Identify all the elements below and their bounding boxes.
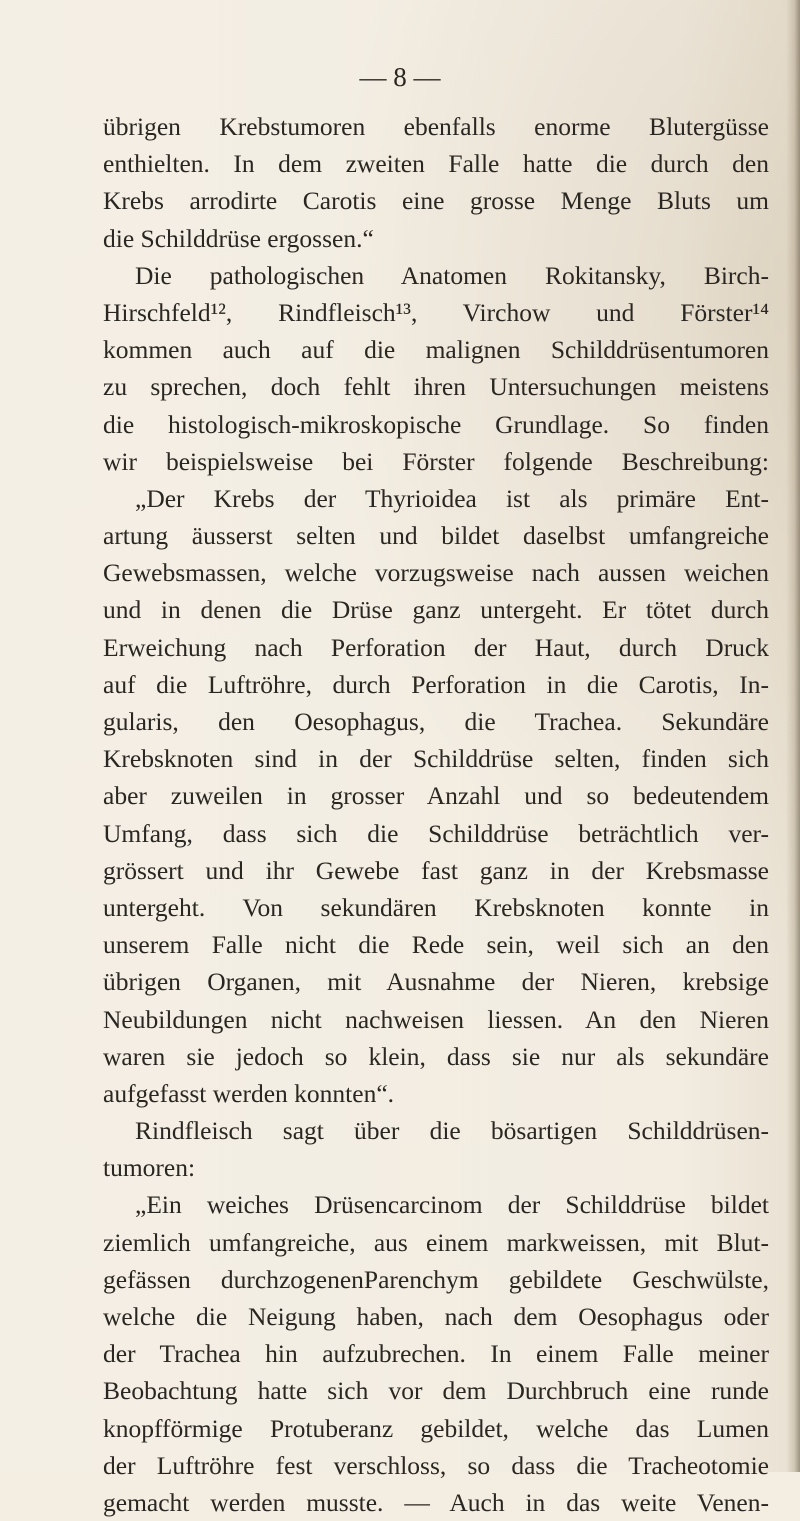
text-line: gefässen durchzogenenParenchym gebildete Geschwülste, xyxy=(103,1264,769,1294)
text-line: Krebs arrodirte Carotis eine grosse Menge Bluts um xyxy=(103,186,769,216)
page-number: — 8 — xyxy=(359,62,441,92)
text-line: waren sie jedoch so klein, dass sie nur als sekundäre xyxy=(103,1041,769,1071)
text-line: gularis, den Oesophagus, die Trachea. Sekundäre xyxy=(103,707,769,736)
text-line: übrigen Krebstumoren ebenfalls enorme Blutergüsse xyxy=(103,112,769,141)
text-line: auf die Luftröhre, durch Perforation in die Carotis, In- xyxy=(103,669,769,699)
text-line: aufgefasst werden konnten“. xyxy=(103,1078,395,1108)
text-line: der Trachea hin aufzubrechen. In einem Falle meiner xyxy=(103,1339,769,1369)
text-line: ziemlich umfangreiche, aus einem markweissen, mit Blut- xyxy=(103,1227,769,1257)
text-line: Krebsknoten sind in der Schilddrüse selten, finden sich xyxy=(103,744,769,774)
text-line: aber zuweilen in grosser Anzahl und so bedeutendem xyxy=(103,781,769,811)
text-line: Umfang, dass sich die Schilddrüse beträchtlich ver- xyxy=(103,818,769,848)
text-line: welche die Neigung haben, nach dem Oesophagus oder xyxy=(103,1302,769,1331)
text-line: artung äusserst selten und bildet daselbst umfangreiche xyxy=(103,521,769,551)
text-line: Gewebsmassen, welche vorzugsweise nach aussen weichen xyxy=(103,558,769,588)
text-line: „Der Krebs der Thyrioidea ist als primäre Ent- xyxy=(135,483,769,513)
text-line: Erweichung nach Perforation der Haut, durch Druck xyxy=(103,632,769,662)
text-line: zu sprechen, doch fehlt ihren Untersuchungen meistens xyxy=(103,372,769,402)
text-line: „Ein weiches Drüsencarcinom der Schilddrüse bildet xyxy=(135,1190,769,1220)
text-line: Die pathologischen Anatomen Rokitansky, Birch- xyxy=(135,260,769,290)
text-line: wir beispielsweise bei Förster folgende Beschreibung: xyxy=(103,446,769,476)
text-line: Neubildungen nicht nachweisen liessen. An den Nieren xyxy=(103,1004,769,1034)
text-line: enthielten. In dem zweiten Falle hatte die durch den xyxy=(103,149,769,179)
text-line: und in denen die Drüse ganz untergeht. Er tötet durch xyxy=(103,595,769,625)
text-line: knopfförmige Protuberanz gebildet, welche das Lumen xyxy=(103,1413,769,1443)
text-line: der Luftröhre fest verschloss, so dass die Tracheotomie xyxy=(103,1450,769,1480)
page-edge-shadow xyxy=(786,0,800,1472)
text-line: Hirschfeld¹², Rindfleisch¹³, Virchow und Förster¹⁴ xyxy=(103,297,769,327)
text-line: tumoren: xyxy=(103,1153,196,1183)
text-line: übrigen Organen, mit Ausnahme der Nieren, krebsige xyxy=(103,967,769,997)
text-line: kommen auch auf die malignen Schilddrüsentumoren xyxy=(103,335,769,365)
body-text xyxy=(103,108,769,1521)
text-line: die histologisch-mikroskopische Grundlage. So finden xyxy=(103,409,769,439)
text-line: untergeht. Von sekundären Krebsknoten konnte in xyxy=(103,892,769,922)
text-line: Beobachtung hatte sich vor dem Durchbruch eine runde xyxy=(103,1376,769,1406)
text-line: grössert und ihr Gewebe fast ganz in der Krebsmasse xyxy=(103,855,769,885)
text-line: gemacht werden musste. — Auch in das weite Venen- xyxy=(103,1487,769,1517)
text-line: unserem Falle nicht die Rede sein, weil sich an den xyxy=(103,930,769,960)
text-line: die Schilddrüse ergossen.“ xyxy=(103,223,374,253)
text-line: Rindfleisch sagt über die bösartigen Schilddrüsen- xyxy=(135,1116,769,1146)
